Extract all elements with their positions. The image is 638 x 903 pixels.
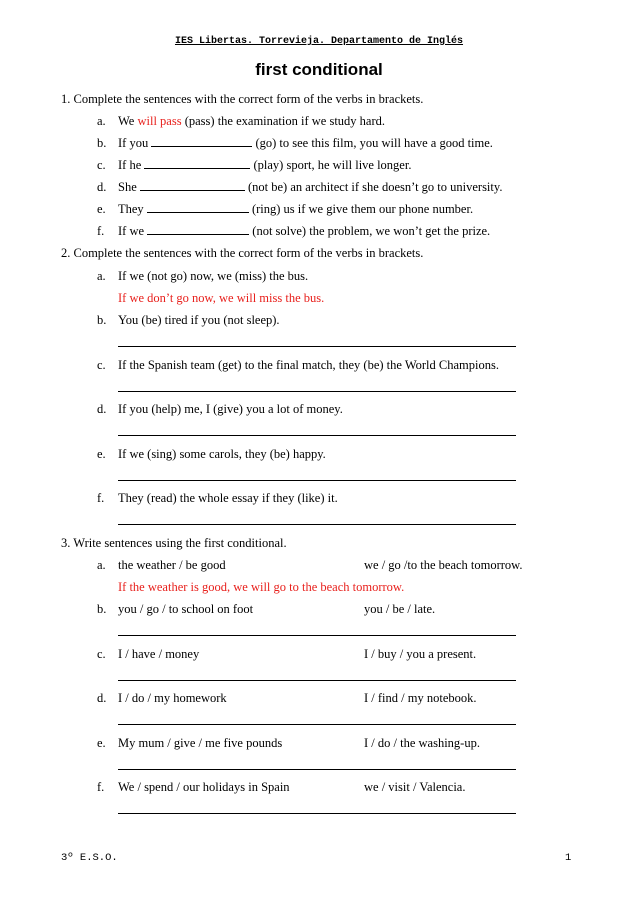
s1-item-post: (pass) the examination if we study hard. bbox=[184, 114, 386, 128]
s1-item-post: (ring) us if we give them our phone number. bbox=[251, 202, 474, 216]
answer-line bbox=[118, 813, 516, 814]
answer-blank bbox=[147, 223, 249, 235]
footer-course: 3º E.S.O. bbox=[61, 852, 118, 864]
s3-item-right: I / buy / you a present. bbox=[364, 647, 477, 661]
answer-blank bbox=[147, 201, 249, 213]
s1-item bbox=[118, 179, 502, 195]
s1-item bbox=[118, 113, 385, 129]
s1-item-pre: If we bbox=[118, 224, 145, 238]
answer-line bbox=[118, 391, 516, 392]
s3-item-right: you / be / late. bbox=[364, 602, 436, 616]
s3-item-letter: c. bbox=[97, 647, 106, 661]
answer-line bbox=[118, 524, 516, 525]
answer-line bbox=[118, 346, 516, 347]
answer-blank bbox=[151, 135, 252, 147]
s2-item-text: If we (not go) now, we (miss) the bus. bbox=[118, 269, 309, 283]
s3-item-left: I / have / money bbox=[118, 647, 200, 661]
s1-item bbox=[118, 201, 473, 217]
s2-item-letter: e. bbox=[97, 447, 106, 461]
s1-item bbox=[118, 135, 493, 151]
s3-item-right: I / find / my notebook. bbox=[364, 691, 477, 705]
section-2-instruction: 2. Complete the sentences with the correct form of the verbs in brackets. bbox=[61, 246, 424, 260]
s3-item-left: My mum / give / me five pounds bbox=[118, 736, 283, 750]
section-1-instruction: 1. Complete the sentences with the correct form of the verbs in brackets. bbox=[61, 92, 424, 106]
s1-item-pre: If he bbox=[118, 158, 142, 172]
s1-item-pre: They bbox=[118, 202, 144, 216]
answer-line bbox=[118, 480, 516, 481]
s2-item-text: If we (sing) some carols, they (be) happy. bbox=[118, 447, 326, 461]
s3-item-letter: d. bbox=[97, 691, 107, 705]
answer-line bbox=[118, 769, 516, 770]
answer-line bbox=[118, 435, 516, 436]
page-header bbox=[0, 36, 638, 47]
header-text: IES Libertas. Torrevieja. Departamento de Inglés bbox=[174, 36, 464, 47]
s2-item-text: They (read) the whole essay if they (like) it. bbox=[118, 491, 338, 505]
answer-blank bbox=[144, 157, 250, 169]
s3-item-left: the weather / be good bbox=[118, 558, 226, 572]
s2-item-text: If you (help) me, I (give) you a lot of money. bbox=[118, 402, 343, 416]
s3-item-left: I / do / my homework bbox=[118, 691, 227, 705]
s3-item-right: we / visit / Valencia. bbox=[364, 780, 466, 794]
s2-item-letter: a. bbox=[97, 269, 106, 283]
answer-line bbox=[118, 635, 516, 636]
s3-item-left: We / spend / our holidays in Spain bbox=[118, 780, 290, 794]
s1-item-letter: e. bbox=[97, 202, 106, 216]
s2-item-text: If the Spanish team (get) to the final match, they (be) the World Champions. bbox=[118, 358, 499, 372]
s2-item-letter: c. bbox=[97, 358, 106, 372]
answer-line bbox=[118, 724, 516, 725]
s1-item-post: (not be) an architect if she doesn’t go to university. bbox=[248, 180, 503, 194]
s2-item-letter: d. bbox=[97, 402, 107, 416]
s3-item-letter: e. bbox=[97, 736, 106, 750]
s3-item-right: I / do / the washing-up. bbox=[364, 736, 480, 750]
s3-item-right: we / go /to the beach tomorrow. bbox=[364, 558, 523, 572]
s1-item-post: (go) to see this film, you will have a good time. bbox=[255, 136, 493, 150]
answer-text: If the weather is good, we will go to the beach tomorrow. bbox=[118, 580, 405, 594]
s1-item bbox=[118, 223, 490, 239]
s1-item-letter: b. bbox=[97, 136, 107, 150]
answer-text: If we don’t go now, we will miss the bus. bbox=[118, 291, 325, 305]
s3-item-left: you / go / to school on foot bbox=[118, 602, 254, 616]
answer-blank bbox=[140, 179, 245, 191]
s1-item-post: (play) sport, he will live longer. bbox=[253, 158, 412, 172]
s1-item-pre: If you bbox=[118, 136, 149, 150]
s1-item-pre: We bbox=[118, 114, 135, 128]
s1-item bbox=[118, 157, 411, 173]
s3-item-letter: a. bbox=[97, 558, 106, 572]
s1-item-post: (not solve) the problem, we won’t get the prize. bbox=[252, 224, 491, 238]
answer-text: will pass bbox=[137, 114, 182, 128]
s2-item-text: You (be) tired if you (not sleep). bbox=[118, 313, 280, 327]
section-3-instruction: 3. Write sentences using the first conditional. bbox=[61, 536, 287, 550]
page-number: 1 bbox=[565, 852, 572, 864]
s1-item-letter: d. bbox=[97, 180, 107, 194]
s1-item-pre: She bbox=[118, 180, 137, 194]
s1-item-letter: f. bbox=[97, 224, 105, 238]
s2-item-letter: b. bbox=[97, 313, 107, 327]
answer-line bbox=[118, 680, 516, 681]
s1-item-letter: a. bbox=[97, 114, 106, 128]
s3-item-letter: b. bbox=[97, 602, 107, 616]
s3-item-letter: f. bbox=[97, 780, 105, 794]
s2-item-letter: f. bbox=[97, 491, 105, 505]
page-title: first conditional bbox=[255, 60, 383, 79]
s1-item-letter: c. bbox=[97, 158, 106, 172]
